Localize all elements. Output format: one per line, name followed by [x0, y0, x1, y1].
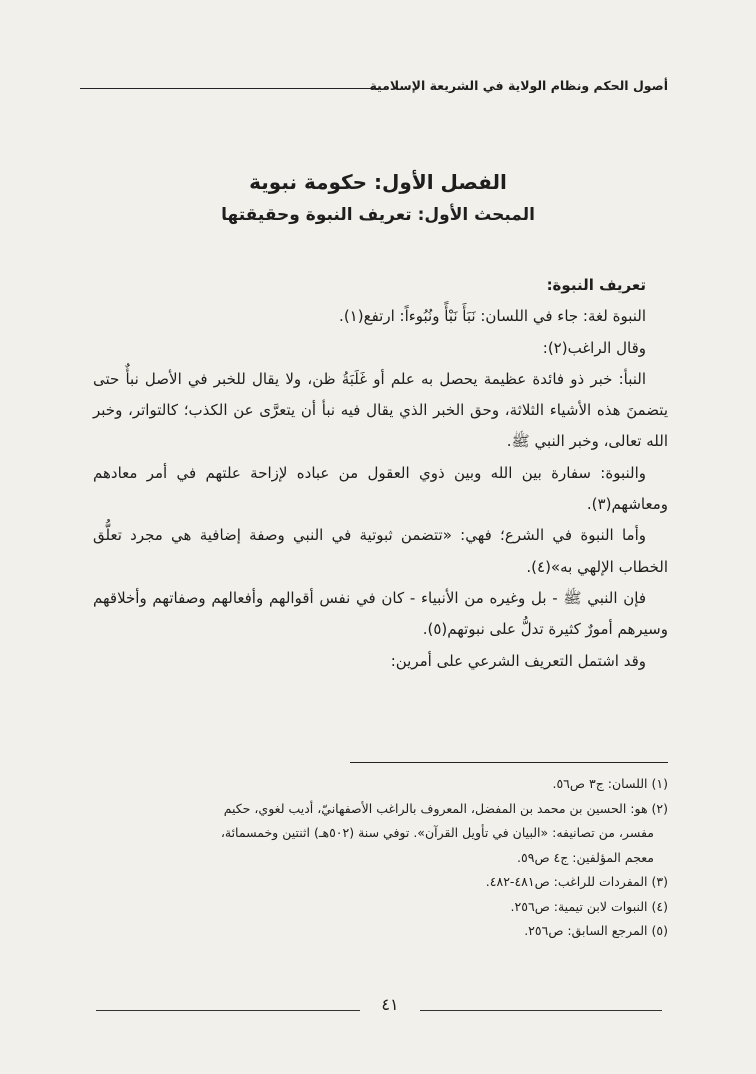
- footnote: (٥) المرجع السابق: ص٢٥٦.: [524, 923, 668, 938]
- paragraph: فإن النبي ﷺ - بل وغيره من الأنبياء - كان في نفس أقوالهم وأفعالهم وصفاتهم وأخلاقهم وسيرهم أمورٌ كثيرة تدلُّ على نبوتهم(٥).: [93, 588, 668, 639]
- paragraph: وقال الراغب(٢):: [542, 338, 646, 357]
- running-header: [80, 78, 668, 98]
- paragraph: وقد اشتمل التعريف الشرعي على أمرين:: [390, 651, 646, 670]
- paragraph: وأما النبوة في الشرع؛ فهي: «تتضمن ثبوتية في النبي وصفة إضافية هي مجرد تعلُّق الخطاب الإلهي به»(٤).: [93, 526, 668, 576]
- paragraph: النبأ: خبر ذو فائدة عظيمة يحصل به علم أو غَلَبَةُ ظن، ولا يقال للخبر في الأصل نبأٌ حتى يتضمنَ هذه الأشياء الثلاثة، وحق الخبر الذي يقال فيه نبأ أن يتعرَّى عن الكذب؛ كالتواتر، وخبر الله تعالى، وخبر النبي ﷺ.: [93, 369, 668, 451]
- paragraph: النبوة لغة: جاء في اللسان: نَبَأَ نَبْأً ونُبُوءاً: ارتفع(١).: [339, 307, 646, 326]
- paragraph: والنبوة: سفارة بين الله وبين ذوي العقول من عباده لإزاحة علتهم في أمر معادهم ومعاشهم(٣).: [93, 463, 668, 514]
- page-number: ٤١: [360, 995, 420, 1014]
- section-title: المبحث الأول: تعريف النبوة وحقيقتها: [221, 205, 535, 225]
- footnote: (١) اللسان: ج٣ ص٥٦.: [552, 776, 668, 791]
- header-rule: [80, 88, 380, 89]
- chapter-title: الفصل الأول: حكومة نبوية: [249, 170, 507, 194]
- footnote-continuation: معجم المؤلفين: ج٤ ص٥٩.: [517, 849, 654, 865]
- footnote-separator: [350, 762, 668, 763]
- footnote: (٣) المفردات للراغب: ص٤٨١-٤٨٢.: [485, 874, 668, 889]
- body-heading: تعريف النبوة:: [546, 276, 646, 294]
- running-title: أصول الحكم ونظام الولاية في الشريعة الإسلامية: [369, 78, 668, 93]
- footnote-continuation: مفسر، من تصانيفه: «البيان في تأويل القرآن». توفي سنة (٥٠٢هـ) اثنتين وخمسمائة،: [220, 825, 654, 840]
- body-text: [93, 270, 668, 677]
- footnote: (٤) النبوات لابن تيمية: ص٢٥٦.: [510, 898, 668, 914]
- footnotes: [88, 772, 668, 944]
- footnote: (٢) هو: الحسين بن محمد بن المفضل، المعروف بالراغب الأصفهانيّ، أديب لغوي، حكيم: [223, 800, 668, 816]
